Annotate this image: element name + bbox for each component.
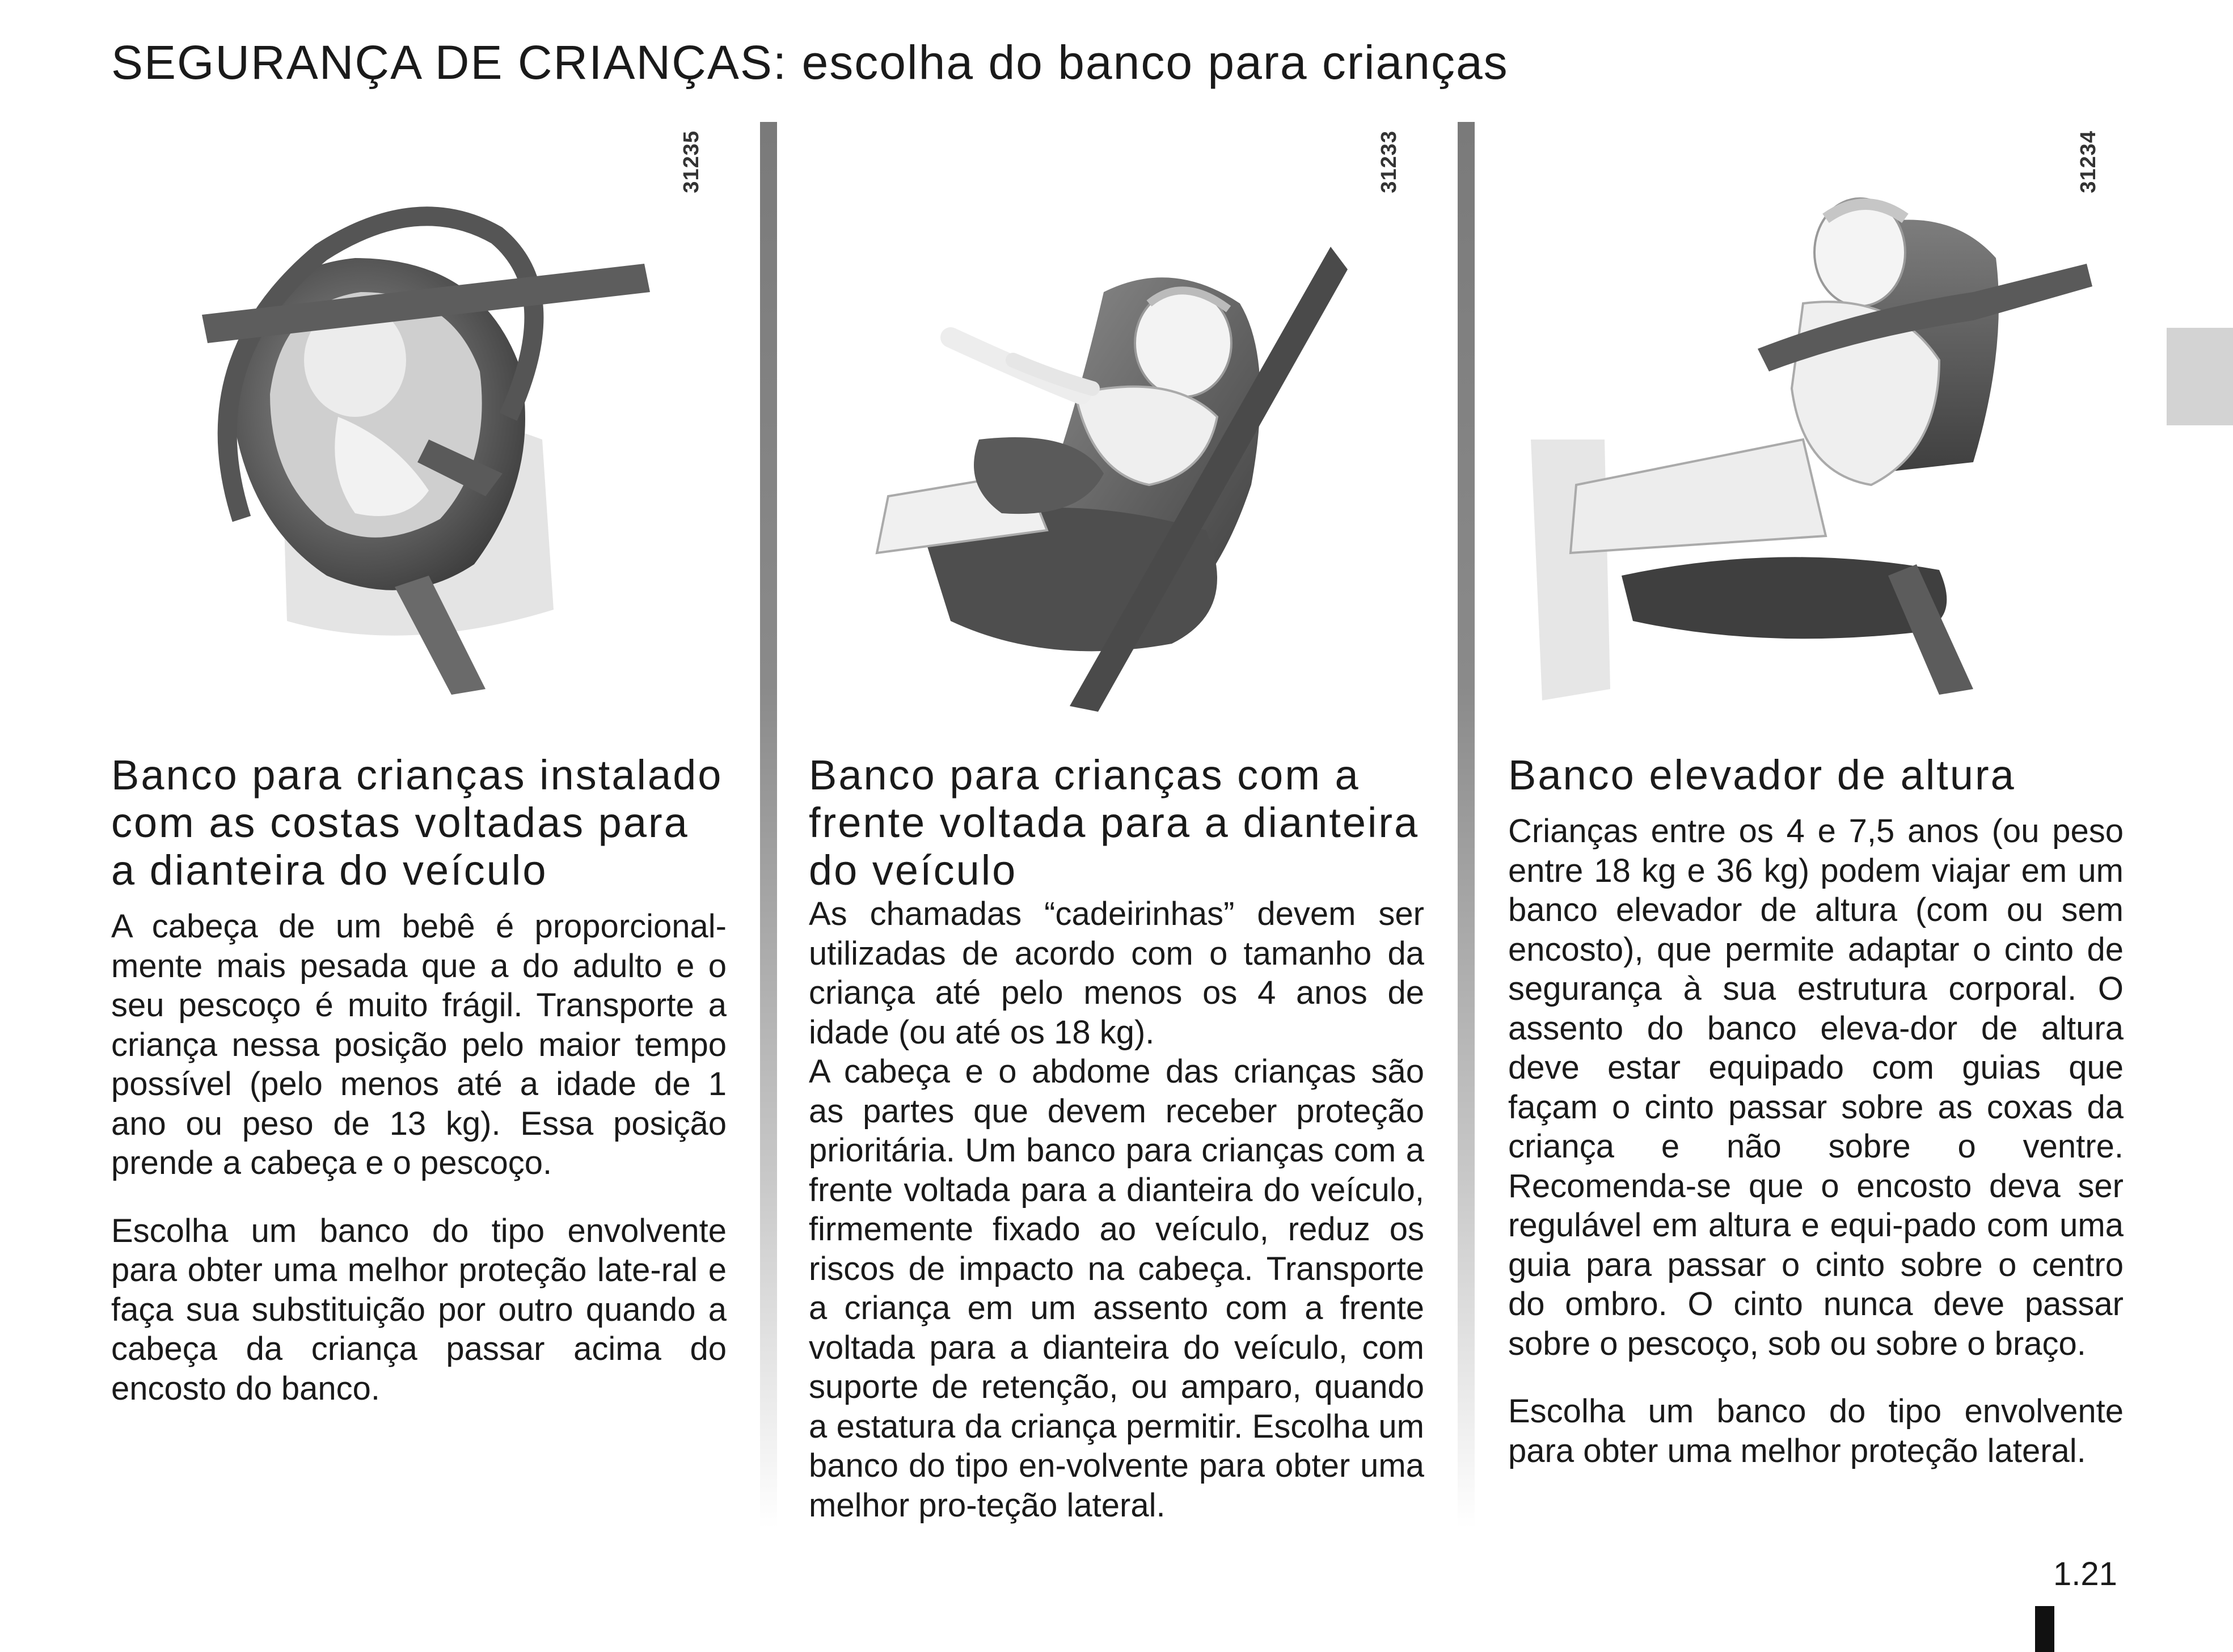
paragraph: Escolha um banco do tipo envolvente para obter uma melhor proteção lateral.	[1508, 1393, 2124, 1469]
column-forward-facing	[809, 122, 1424, 1525]
figure-forward-facing	[809, 122, 1424, 712]
booster-seat-icon	[1508, 122, 2124, 712]
paragraph: A cabeça de um bebê é proporcional-mente mais pesada que a do adulto e o seu pescoço é muito frágil. Transporte a criança nessa posição pelo maior tempo possível (pelo menos até a idade de 1 ano ou peso de 13 kg). Essa posição prende a cabeça e o pescoço.	[111, 908, 727, 1181]
column-booster	[1508, 122, 2124, 1471]
paragraph: Crianças entre os 4 e 7,5 anos (ou peso entre 18 kg e 36 kg) podem viajar em um banco elevador de altura (com ou sem encosto), que permite adaptar o cinto de segurança à sua estrutura corporal. O assento do banco eleva-dor de altura deve estar equipado com guias que façam o cinto passar sobre as coxas da criança e não sobre o ventre. Recomenda-se que o encosto deva ser regulável em altura e equi-pado com uma guia para passar o cinto sobre o centro do ombro. O cinto nunca deve passar sobre o pescoço, sob ou sobre o braço.	[1508, 813, 2124, 1362]
figure-booster	[1508, 122, 2124, 712]
figure-code: 31235	[679, 130, 703, 193]
section-heading: Banco para crianças instalado com as costas voltadas para a dianteira do veículo	[111, 751, 723, 894]
page-title: SEGURANÇA DE CRIANÇAS: escolha do banco para crianças	[111, 36, 1509, 89]
page-marker	[2035, 1606, 2054, 1652]
figure-code: 31233	[1377, 130, 1401, 193]
paragraph: Escolha um banco do tipo envolvente para obter uma melhor proteção late-ral e faça sua substituição por outro quando a cabeça da criança passar acima do encosto do banco.	[111, 1212, 727, 1407]
column-divider	[1458, 122, 1475, 1528]
section-heading: Banco elevador de altura	[1508, 751, 2016, 798]
section-tab	[2167, 328, 2233, 425]
rear-facing-infant-seat-icon	[111, 122, 727, 712]
figure-code: 31234	[2076, 130, 2100, 193]
column-divider	[760, 122, 777, 1528]
paragraph: A cabeça e o abdome das crianças são as partes que devem receber proteção prioritária. Um banco para crianças com a frente voltada para a dianteira do veículo, firmemente fixado ao veículo, reduz os riscos de impacto na cabeça. Transporte a criança em um assento com a frente voltada para a dianteira do veículo, com suporte de retenção, ou amparo, quando a estatura da criança permitir. Escolha um banco do tipo en-volvente para obter uma melhor pro-teção lateral.	[809, 1053, 1424, 1524]
figure-rear-facing	[111, 122, 727, 712]
forward-facing-child-seat-icon	[809, 122, 1424, 712]
section-heading: Banco para crianças com a frente voltada para a dianteira do veículo	[809, 751, 1420, 894]
column-rear-facing	[111, 122, 727, 1408]
paragraph: As chamadas “cadeirinhas” devem ser utilizadas de acordo com o tamanho da criança até pelo menos os 4 anos de idade (ou até os 18 kg).	[809, 895, 1424, 1051]
page-number: 1.21	[2053, 1556, 2117, 1592]
